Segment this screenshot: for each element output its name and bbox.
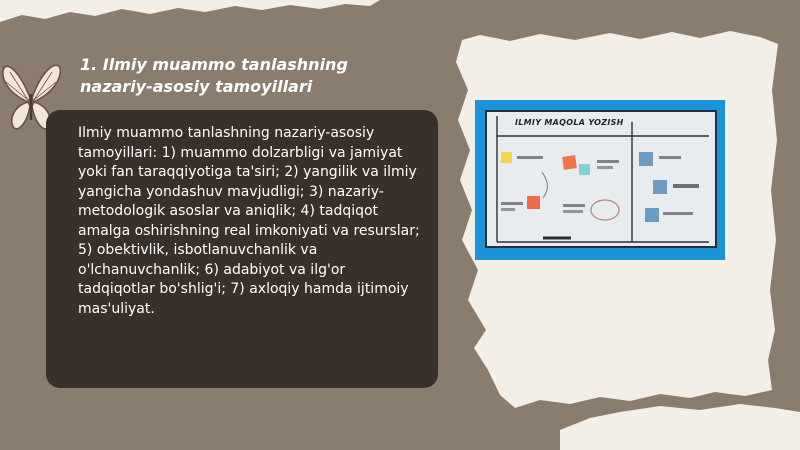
board-scribble: [501, 202, 523, 205]
board-scribble: [517, 156, 543, 159]
board-scribble: [501, 208, 515, 211]
board-picture: [475, 100, 725, 260]
sticky-note-blue-2: [653, 180, 667, 194]
sticky-note-blue-3: [645, 208, 659, 222]
board-scribble: [663, 212, 693, 215]
content-box: [46, 110, 438, 388]
whiteboard: [485, 110, 717, 248]
sticky-note-orange-2: [527, 196, 540, 209]
board-scribble: [597, 160, 619, 163]
slide-title: 1. Ilmiy muammo tanlashning nazariy-asosiy tamoyillari: [80, 55, 348, 96]
board-scribble: [659, 156, 681, 159]
body-text: Ilmiy muammo tanlashning nazariy-asosiy tamoyillari: 1) muammo dolzarbligi va jamiyat yoki fan taraqqiyotiga ta'siri; 2) yangilik va ilmiy yangicha yondashuv mavjudligi; 3) nazariy-metodologik asoslar va aniqlik; 4) tadqiqot amalga oshirishning real imkoniyati va resurslar; 5) obektivlik, isbotlanuvchanlik va o'lchanuvchanlik; 6) adabiyot va ilg'or tadqiqotlar bo'shlig'i; 7) axloqiy hamda ijtimoiy mas'uliyat.: [78, 125, 420, 317]
sticky-note-teal: [579, 164, 590, 175]
board-scribble: [673, 184, 699, 188]
sticky-note-orange-1: [562, 155, 577, 170]
sticky-note-yellow: [501, 152, 512, 163]
board-title: ILMIY MAQOLA YOZISH: [515, 118, 624, 127]
board-scribble: [563, 204, 585, 207]
board-scribble: [563, 210, 583, 213]
board-scribble: [597, 166, 613, 169]
board-grid: [487, 112, 715, 246]
sticky-note-blue-1: [639, 152, 653, 166]
